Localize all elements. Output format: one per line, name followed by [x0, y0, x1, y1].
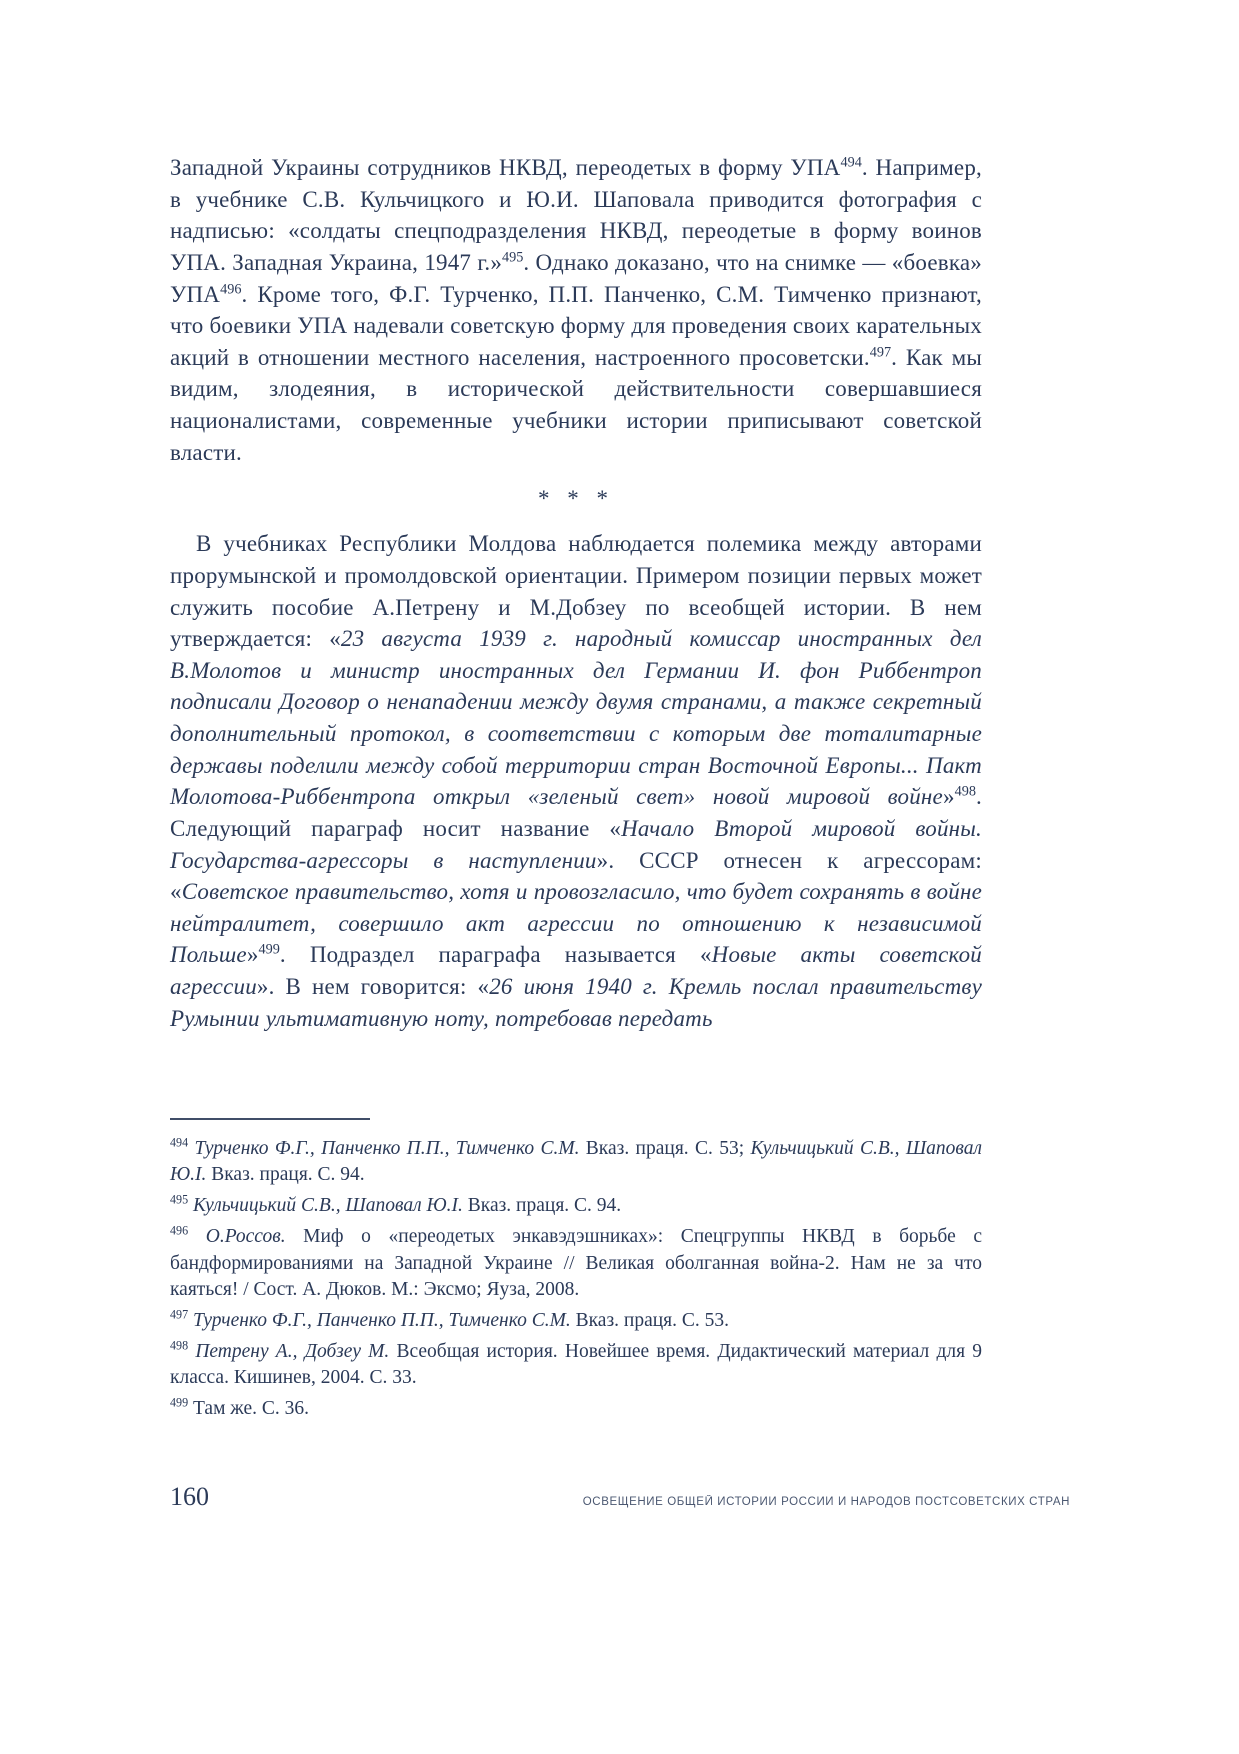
- footnote: $^{499}$ Там же. С. 36.: [170, 1395, 310, 1420]
- page-footer: [170, 1482, 1070, 1512]
- body-paragraph: В учебниках Республики Молдова наблюдается полемика между авторами прорумынской и промолдовской ориентации. Примером позиции первых может служить пособие А.Петрену и М.Добзеу по всеобщей истории. В нем утверждается: «23 августа 1939 г. народный комиссар иностранных дел В.Молотов и министр иностранных дел Германии И. фон Риббентроп подписали Договор о ненападении между двумя странами, а также секретный дополнительный протокол, в соответствии с которым две тоталитарные державы поделили между собой территории стран Восточной Европы... Пакт Молотова-Риббентропа открыл «зеленый свет» новой мировой войне»$^{498}$. Следующий параграф носит название «Начало Второй мировой войны. Государства-агрессоры в наступлении». СССР отнесен к агрессорам: «Советское правительство, хотя и провозгласило, что будет сохранять в войне нейтралитет, совершило акт агрессии по отношению к независимой Польше»$^{499}$. Подраздел параграфа называется «Новые акты советской агрессии». В нем говорится: «26 июня 1940 г. Кремль послал правительству Румынии ультимативную ноту, потребовав передать: [170, 531, 982, 1031]
- footnote: $^{496}$ О.Россов. Миф о «переодетых энкавэдэшниках»: Спецгруппы НКВД в борьбе с бандформированиями на Западной Украине // Великая оболганная война-2. Нам не за что каяться! / Сост. А. Дюков. М.: Эксмо; Яуза, 2008.: [170, 1223, 983, 1300]
- page-number: 160: [170, 1482, 209, 1511]
- main-text-block: [170, 152, 982, 1034]
- footnote: $^{498}$ Петрену А., Добзеу М. Всеобщая история. Новейшее время. Дидактический материал для 9 класса. Кишинев, 2004. С. 33.: [170, 1338, 982, 1388]
- footnote: $^{494}$ Турченко Ф.Г., Панченко П.П., Тимченко С.М. Вказ. праця. С. 53; Кульчицький С.В., Шаповал Ю.І. Вказ. праця. С. 94.: [170, 1135, 983, 1186]
- footnote-divider: [170, 1118, 370, 1120]
- footnote: $^{495}$ Кульчицький С.В., Шаповал Ю.І. Вказ. праця. С. 94.: [170, 1192, 622, 1217]
- body-paragraph: Западной Украины сотрудников НКВД, переодетых в форму УПА$^{494}$. Например, в учебнике С.В. Кульчицкого и Ю.И. Шаповала приводится фотография с надписью: «солдаты спецподразделения НКВД, переодетые в форму воинов УПА. Западная Украина, 1947 г.»$^{495}$. Однако доказано, что на снимке — «боевка» УПА$^{496}$. Кроме того, Ф.Г. Турченко, П.П. Панченко, С.М. Тимченко признают, что боевики УПА надевали советскую форму для проведения своих карательных акций в отношении местного населения, настроенного просоветски.$^{497}$. Как мы видим, злодеяния, в исторической действительности совершавшиеся националистами, современные учебники истории приписывают советской власти.: [170, 154, 982, 465]
- running-footer-title: ОСВЕЩЕНИЕ ОБЩЕЙ ИСТОРИИ РОССИИ И НАРОДОВ ПОСТСОВЕТСКИХ СТРАН: [582, 1496, 1070, 1508]
- section-separator: * * *: [538, 486, 614, 512]
- footnote: $^{497}$ Турченко Ф.Г., Панченко П.П., Тимченко С.М. Вказ. праця. С. 53.: [170, 1307, 730, 1331]
- footnotes-section: [170, 1118, 982, 1427]
